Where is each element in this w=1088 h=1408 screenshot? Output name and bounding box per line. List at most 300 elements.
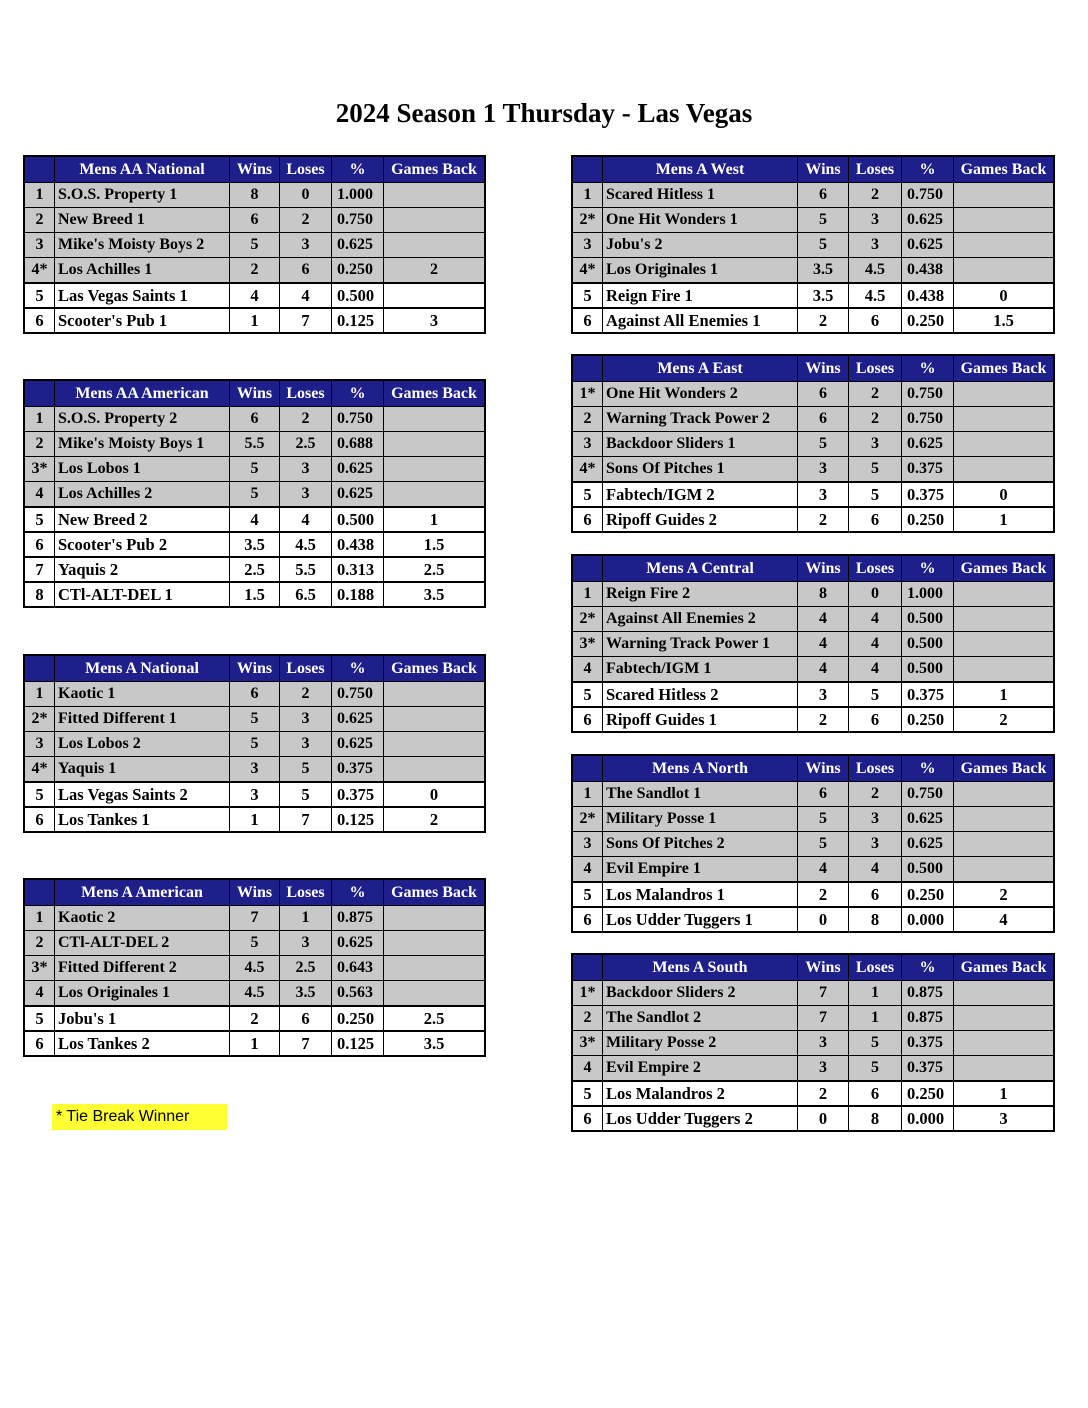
rank-cell: 4*: [579, 460, 596, 477]
table-row: [25, 905, 484, 930]
table-row: [25, 531, 484, 556]
games-back-cell: [953, 457, 1053, 481]
table-row: [25, 731, 484, 756]
wins-cell: 5: [229, 931, 279, 955]
games-back-cell: 1: [953, 508, 1053, 531]
wins-cell: 8: [797, 582, 848, 606]
table-header-row: [573, 756, 1053, 781]
table-header-row: [25, 157, 484, 182]
pct-cell: 0.438: [331, 533, 383, 556]
wins-cell: 2: [229, 258, 279, 282]
team-cell: Kaotic 2: [54, 906, 229, 930]
team-cell: Military Posse 1: [602, 807, 797, 831]
loses-cell: 4: [848, 857, 901, 881]
wins-cell: 5: [797, 233, 848, 257]
games-back-cell: [383, 284, 484, 307]
table-row: [573, 980, 1053, 1005]
games-back-cell: 2.5: [383, 558, 484, 581]
games-back-cell: 2: [383, 258, 484, 282]
wins-cell: 7: [797, 1006, 848, 1030]
loses-cell: 2: [279, 682, 331, 706]
games-back-cell: [953, 632, 1053, 656]
team-cell: Los Malandros 1: [602, 883, 797, 906]
games-back-cell: [383, 906, 484, 930]
table-row: [573, 481, 1053, 506]
rank-cell: 5: [35, 1008, 44, 1028]
team-cell: Los Originales 1: [54, 981, 229, 1005]
team-cell: CTl-ALT-DEL 2: [54, 931, 229, 955]
loses-cell: 3: [279, 931, 331, 955]
rank-cell: 6: [583, 909, 592, 929]
team-cell: Against All Enemies 1: [602, 309, 797, 332]
pct-cell: 0.750: [331, 407, 383, 431]
table-row: [573, 1080, 1053, 1105]
division-name-header: Mens AA American: [54, 381, 229, 406]
team-cell: Los Originales 1: [602, 258, 797, 282]
header-rank-cell: [25, 157, 54, 182]
pct-cell: 0.375: [331, 783, 383, 806]
loses-cell: 5: [848, 483, 901, 506]
team-cell: Fabtech/IGM 1: [602, 657, 797, 681]
pct-cell: 0.250: [901, 708, 953, 731]
games-back-column-header: Games Back: [953, 157, 1053, 182]
table-row: [573, 606, 1053, 631]
header-rank-cell: [573, 157, 602, 182]
team-cell: Backdoor Sliders 2: [602, 981, 797, 1005]
loses-cell: 6.5: [279, 583, 331, 606]
loses-cell: 2: [848, 183, 901, 207]
wins-cell: 7: [797, 981, 848, 1005]
rank-cell: 3*: [31, 460, 48, 477]
table-row: [573, 182, 1053, 207]
page-title: 2024 Season 1 Thursday - Las Vegas: [335, 98, 753, 128]
table-header-row: [25, 381, 484, 406]
table-header-row: [25, 656, 484, 681]
rank-cell: 1: [583, 785, 592, 802]
games-back-cell: [383, 707, 484, 731]
loses-cell: 3: [848, 233, 901, 257]
table-row: [573, 1030, 1053, 1055]
loses-cell: 2: [279, 208, 331, 232]
team-cell: Sons Of Pitches 2: [602, 832, 797, 856]
pct-cell: 0.125: [331, 309, 383, 332]
team-cell: New Breed 2: [54, 508, 229, 531]
loses-cell: 4.5: [848, 284, 901, 307]
rank-cell: 6: [583, 1108, 592, 1128]
pct-cell: 0.250: [901, 883, 953, 906]
games-back-cell: 2: [953, 883, 1053, 906]
loses-cell: 6: [279, 1007, 331, 1030]
table-header-row: [573, 157, 1053, 182]
standings-table: [23, 654, 486, 833]
wins-cell: 0: [797, 1107, 848, 1130]
games-back-cell: [383, 407, 484, 431]
games-back-cell: [953, 1031, 1053, 1055]
header-rank-cell: [25, 656, 54, 681]
wins-cell: 2: [797, 883, 848, 906]
loses-cell: 4.5: [279, 533, 331, 556]
table-row: [573, 257, 1053, 282]
pct-cell: 1.000: [331, 183, 383, 207]
wins-cell: 4: [797, 607, 848, 631]
table-row: [25, 781, 484, 806]
games-back-cell: 1.5: [953, 309, 1053, 332]
pct-cell: 0.250: [901, 309, 953, 332]
rank-cell: 5: [35, 285, 44, 305]
team-cell: Warning Track Power 1: [602, 632, 797, 656]
games-back-cell: [953, 382, 1053, 406]
pct-cell: 0.750: [901, 382, 953, 406]
table-row: [573, 581, 1053, 606]
header-rank-cell: [573, 955, 602, 980]
loses-column-header: Loses: [279, 157, 331, 182]
rank-cell: 6: [35, 534, 44, 554]
loses-column-header: Loses: [279, 381, 331, 406]
loses-cell: 5: [848, 457, 901, 481]
table-row: [25, 556, 484, 581]
rank-cell: 6: [35, 1033, 44, 1053]
pct-cell: 0.625: [331, 732, 383, 756]
rank-cell: 5: [583, 1083, 592, 1103]
table-row: [573, 406, 1053, 431]
wins-cell: 3: [797, 483, 848, 506]
team-cell: Yaquis 2: [54, 558, 229, 581]
games-back-cell: [953, 582, 1053, 606]
games-back-cell: 2: [383, 808, 484, 831]
team-cell: Reign Fire 1: [602, 284, 797, 307]
pct-cell: 0.750: [901, 183, 953, 207]
pct-cell: 0.500: [901, 607, 953, 631]
table-row: [573, 881, 1053, 906]
pct-cell: 0.625: [901, 233, 953, 257]
standings-table: [23, 155, 486, 334]
pct-cell: 0.000: [901, 908, 953, 931]
header-rank-cell: [573, 756, 602, 781]
loses-cell: 3: [848, 832, 901, 856]
games-back-cell: [953, 782, 1053, 806]
team-cell: One Hit Wonders 2: [602, 382, 797, 406]
games-back-cell: [953, 233, 1053, 257]
wins-cell: 4.5: [229, 981, 279, 1005]
loses-cell: 0: [279, 183, 331, 207]
pct-cell: 0.375: [901, 683, 953, 706]
team-cell: Scared Hitless 2: [602, 683, 797, 706]
rank-cell: 3*: [31, 959, 48, 976]
wins-cell: 5: [229, 707, 279, 731]
games-back-column-header: Games Back: [383, 381, 484, 406]
games-back-cell: [383, 208, 484, 232]
table-header-row: [25, 880, 484, 905]
pct-cell: 0.438: [901, 284, 953, 307]
wins-cell: 2.5: [229, 558, 279, 581]
team-cell: Mike's Moisty Boys 2: [54, 233, 229, 257]
wins-cell: 2: [797, 708, 848, 731]
team-cell: Fitted Different 1: [54, 707, 229, 731]
wins-cell: 3: [797, 1056, 848, 1080]
games-back-cell: [383, 682, 484, 706]
pct-cell: 0.500: [331, 284, 383, 307]
team-cell: The Sandlot 1: [602, 782, 797, 806]
wins-cell: 2: [229, 1007, 279, 1030]
rank-cell: 2: [583, 410, 592, 427]
loses-cell: 6: [279, 258, 331, 282]
table-row: [25, 980, 484, 1005]
standings-table: [571, 354, 1055, 533]
team-cell: Las Vegas Saints 2: [54, 783, 229, 806]
games-back-cell: 1: [383, 508, 484, 531]
wins-cell: 3.5: [797, 284, 848, 307]
rank-cell: 1*: [579, 385, 596, 402]
pct-cell: 0.250: [331, 1007, 383, 1030]
loses-cell: 6: [848, 508, 901, 531]
loses-cell: 1: [279, 906, 331, 930]
pct-cell: 0.250: [331, 258, 383, 282]
loses-cell: 3: [279, 457, 331, 481]
wins-column-header: Wins: [229, 381, 279, 406]
wins-cell: 5.5: [229, 432, 279, 456]
pct-cell: 0.125: [331, 1032, 383, 1055]
wins-cell: 3: [797, 1031, 848, 1055]
pct-cell: 0.625: [901, 208, 953, 232]
division-name-header: Mens A East: [602, 356, 797, 381]
rank-cell: 3: [35, 735, 44, 752]
loses-column-header: Loses: [848, 556, 901, 581]
wins-cell: 6: [797, 407, 848, 431]
team-cell: Los Lobos 1: [54, 457, 229, 481]
wins-cell: 5: [797, 432, 848, 456]
games-back-cell: [383, 757, 484, 781]
rank-cell: 1: [35, 685, 44, 702]
wins-cell: 1: [229, 1032, 279, 1055]
table-row: [573, 307, 1053, 332]
pct-cell: 0.375: [331, 757, 383, 781]
wins-cell: 6: [797, 183, 848, 207]
games-back-cell: 0: [953, 284, 1053, 307]
wins-cell: 1: [229, 808, 279, 831]
rank-cell: 4: [35, 485, 44, 502]
games-back-cell: [953, 1006, 1053, 1030]
pct-cell: 0.688: [331, 432, 383, 456]
table-row: [573, 906, 1053, 931]
team-cell: Reign Fire 2: [602, 582, 797, 606]
table-row: [25, 955, 484, 980]
pct-column-header: %: [331, 880, 383, 905]
loses-column-header: Loses: [279, 656, 331, 681]
table-row: [25, 756, 484, 781]
team-cell: Las Vegas Saints 1: [54, 284, 229, 307]
pct-cell: 0.125: [331, 808, 383, 831]
pct-cell: 0.875: [331, 906, 383, 930]
games-back-column-header: Games Back: [383, 157, 484, 182]
header-rank-cell: [573, 356, 602, 381]
wins-cell: 7: [229, 906, 279, 930]
rank-cell: 4: [583, 660, 592, 677]
rank-cell: 2*: [579, 211, 596, 228]
rank-cell: 2: [35, 435, 44, 452]
table-row: [25, 681, 484, 706]
table-row: [573, 1055, 1053, 1080]
wins-column-header: Wins: [229, 656, 279, 681]
team-cell: New Breed 1: [54, 208, 229, 232]
table-row: [25, 207, 484, 232]
team-cell: Los Udder Tuggers 1: [602, 908, 797, 931]
loses-cell: 5: [848, 1056, 901, 1080]
loses-cell: 4: [848, 607, 901, 631]
table-row: [25, 706, 484, 731]
division-name-header: Mens A West: [602, 157, 797, 182]
table-row: [25, 232, 484, 257]
loses-cell: 4: [848, 657, 901, 681]
pct-column-header: %: [331, 157, 383, 182]
wins-cell: 4: [797, 632, 848, 656]
team-cell: Los Udder Tuggers 2: [602, 1107, 797, 1130]
loses-cell: 3: [279, 707, 331, 731]
games-back-cell: [953, 807, 1053, 831]
loses-column-header: Loses: [279, 880, 331, 905]
games-back-cell: 0: [383, 783, 484, 806]
loses-cell: 7: [279, 1032, 331, 1055]
team-cell: Ripoff Guides 1: [602, 708, 797, 731]
rank-cell: 4: [583, 860, 592, 877]
rank-cell: 1: [583, 585, 592, 602]
pct-cell: 0.750: [331, 682, 383, 706]
team-cell: Scooter's Pub 2: [54, 533, 229, 556]
loses-cell: 7: [279, 309, 331, 332]
loses-cell: 2: [848, 782, 901, 806]
pct-column-header: %: [901, 356, 953, 381]
team-cell: Los Achilles 2: [54, 482, 229, 506]
loses-cell: 3.5: [279, 981, 331, 1005]
loses-cell: 5: [279, 783, 331, 806]
rank-cell: 5: [583, 285, 592, 305]
loses-cell: 2: [848, 382, 901, 406]
table-row: [573, 781, 1053, 806]
team-cell: One Hit Wonders 1: [602, 208, 797, 232]
table-row: [25, 481, 484, 506]
wins-cell: 3: [229, 783, 279, 806]
wins-cell: 3: [797, 457, 848, 481]
team-cell: Military Posse 2: [602, 1031, 797, 1055]
games-back-cell: [383, 457, 484, 481]
wins-cell: 5: [229, 457, 279, 481]
wins-cell: 6: [229, 407, 279, 431]
wins-cell: 6: [797, 782, 848, 806]
rank-cell: 6: [35, 809, 44, 829]
wins-cell: 5: [229, 233, 279, 257]
table-row: [573, 656, 1053, 681]
games-back-cell: 3.5: [383, 1032, 484, 1055]
games-back-column-header: Games Back: [953, 955, 1053, 980]
team-cell: Los Achilles 1: [54, 258, 229, 282]
table-row: [25, 257, 484, 282]
pct-cell: 0.375: [901, 1031, 953, 1055]
loses-cell: 6: [848, 1082, 901, 1105]
games-back-cell: 3: [953, 1107, 1053, 1130]
pct-cell: 0.625: [901, 432, 953, 456]
pct-cell: 0.750: [331, 208, 383, 232]
standings-table: [571, 953, 1055, 1132]
table-row: [573, 806, 1053, 831]
wins-column-header: Wins: [797, 356, 848, 381]
games-back-cell: 3: [383, 309, 484, 332]
rank-cell: 5: [583, 484, 592, 504]
wins-cell: 6: [229, 208, 279, 232]
pct-cell: 0.250: [901, 508, 953, 531]
table-row: [25, 930, 484, 955]
games-back-column-header: Games Back: [383, 656, 484, 681]
pct-cell: 0.875: [901, 1006, 953, 1030]
table-row: [573, 456, 1053, 481]
pct-cell: 0.625: [331, 457, 383, 481]
pct-cell: 0.000: [901, 1107, 953, 1130]
table-row: [573, 506, 1053, 531]
team-cell: Los Lobos 2: [54, 732, 229, 756]
team-cell: Scared Hitless 1: [602, 183, 797, 207]
pct-cell: 0.500: [331, 508, 383, 531]
rank-cell: 4: [35, 984, 44, 1001]
games-back-cell: 2: [953, 708, 1053, 731]
team-cell: Los Malandros 2: [602, 1082, 797, 1105]
team-cell: S.O.S. Property 2: [54, 407, 229, 431]
pct-cell: 0.313: [331, 558, 383, 581]
table-row: [573, 1105, 1053, 1130]
wins-column-header: Wins: [797, 157, 848, 182]
team-cell: Los Tankes 1: [54, 808, 229, 831]
table-row: [573, 631, 1053, 656]
loses-column-header: Loses: [848, 356, 901, 381]
pct-cell: 0.500: [901, 632, 953, 656]
team-cell: S.O.S. Property 1: [54, 183, 229, 207]
header-rank-cell: [25, 880, 54, 905]
loses-cell: 2.5: [279, 432, 331, 456]
wins-cell: 4.5: [229, 956, 279, 980]
wins-cell: 3.5: [797, 258, 848, 282]
standings-table: [23, 379, 486, 608]
rank-cell: 1: [583, 186, 592, 203]
division-name-header: Mens A National: [54, 656, 229, 681]
wins-cell: 4: [797, 857, 848, 881]
pct-cell: 1.000: [901, 582, 953, 606]
wins-cell: 5: [797, 832, 848, 856]
wins-cell: 1: [229, 309, 279, 332]
games-back-cell: 1: [953, 683, 1053, 706]
games-back-cell: [953, 607, 1053, 631]
wins-cell: 4: [797, 657, 848, 681]
pct-column-header: %: [901, 756, 953, 781]
games-back-cell: [953, 857, 1053, 881]
rank-cell: 5: [35, 509, 44, 529]
loses-cell: 3: [279, 732, 331, 756]
wins-cell: 1.5: [229, 583, 279, 606]
games-back-cell: [953, 657, 1053, 681]
rank-cell: 5: [583, 884, 592, 904]
loses-cell: 1: [848, 1006, 901, 1030]
loses-column-header: Loses: [848, 955, 901, 980]
table-row: [25, 307, 484, 332]
loses-cell: 4: [279, 508, 331, 531]
wins-column-header: Wins: [797, 756, 848, 781]
standings-table: [23, 878, 486, 1057]
pct-cell: 0.750: [901, 407, 953, 431]
games-back-cell: [953, 183, 1053, 207]
wins-cell: 3.5: [229, 533, 279, 556]
loses-cell: 3: [848, 432, 901, 456]
rank-cell: 2*: [579, 610, 596, 627]
wins-column-header: Wins: [229, 157, 279, 182]
pct-cell: 0.438: [901, 258, 953, 282]
pct-column-header: %: [331, 381, 383, 406]
pct-column-header: %: [901, 955, 953, 980]
